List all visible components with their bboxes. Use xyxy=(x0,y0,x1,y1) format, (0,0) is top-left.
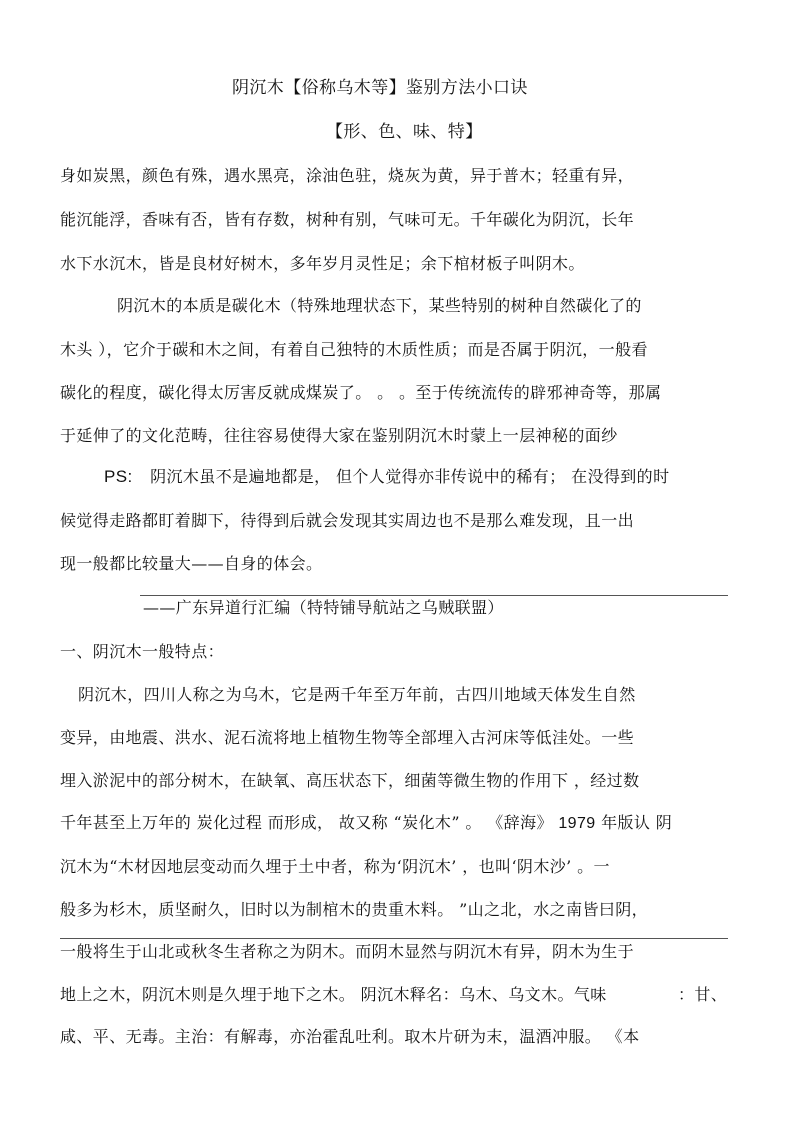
divider-bottom xyxy=(60,938,728,939)
section-line-4 xyxy=(60,813,672,834)
section-heading: 一、阴沉木一般特点： xyxy=(60,642,225,661)
ps-line-3: 现一般都比较量大——自身的体会。 xyxy=(60,554,323,573)
document-subtitle: 【形、色、味、特】 xyxy=(326,122,483,142)
ps-line-1 xyxy=(104,467,669,487)
section-line-4-text-b: 年版认 阴 xyxy=(595,813,673,832)
intro-line-2: 木头 ），它介于碳和木之间，有着自己独特的木质性质；而是否属于阴沉，一般看 xyxy=(60,340,648,359)
verse-line-2: 能沉能浮，香味有否，皆有存数，树种有别，气味可无。千年碳化为阴沉，长年 xyxy=(60,210,635,229)
document-title: 阴沉木【俗称乌木等】鉴别方法小口诀 xyxy=(232,78,528,98)
ps-line-2: 候觉得走路都盯着脚下，待得到后就会发现其实周边也不是那么难发现，且一出 xyxy=(60,511,635,530)
intro-line-3: 碳化的程度，碳化得太厉害反就成煤炭了。 。 。至于传统流传的辟邪神奇等，那属 xyxy=(60,383,662,402)
ps-text: 阴沉木虽不是遍地都是， 但个人觉得亦非传说中的稀有； 在没得到的时 xyxy=(150,467,670,486)
source-credit: ——广东异道行汇编（特特铺导航站之乌贼联盟） xyxy=(143,598,504,617)
divider-top xyxy=(140,595,728,596)
section-line-8a: 地上之木，阴沉木则是久埋于地下之木。 阴沉木释名：乌木、乌文木。气味 xyxy=(60,985,607,1004)
section-line-2: 变异，由地震、洪水、泥石流将地上植物生物等全部埋入古河床等低洼处。一些 xyxy=(60,728,635,747)
section-line-8b: ：甘、 xyxy=(678,985,728,1004)
section-line-7: 一般将生于山北或秋冬生者称之为阴木。而阴木显然与阴沉木有异，阴木为生于 xyxy=(60,942,635,961)
ps-label: PS: xyxy=(104,467,133,486)
section-line-4-text-a: 千年甚至上万年的 炭化过程 而形成， 故又称 “炭化木” 。 《辞海》 xyxy=(60,813,559,832)
section-line-1: 阴沉木，四川人称之为乌木，它是两千年至万年前，古四川地域天体发生自然 xyxy=(78,685,636,704)
section-line-6: 般多为杉木，质坚耐久，旧时以为制棺木的贵重木料。 ”山之北，水之南皆曰阴， xyxy=(60,900,649,919)
section-line-3: 埋入淤泥中的部分树木，在缺氧、高压状态下，细菌等微生物的作用下 ，经过数 xyxy=(60,771,640,790)
cihai-year: 1979 xyxy=(558,815,596,832)
verse-line-3: 水下水沉木，皆是良材好树木，多年岁月灵性足；余下棺材板子叫阴木。 xyxy=(60,254,585,273)
verse-line-1: 身如炭黑，颜色有殊，遇水黑亮，涂油色驻，烧灰为黄，异于普木；轻重有异， xyxy=(60,166,635,185)
intro-line-4: 于延伸了的文化范畴，往往容易使得大家在鉴别阴沉木时蒙上一层神秘的面纱 xyxy=(60,426,618,445)
intro-line-1: 阴沉木的本质是碳化木（特殊地理状态下，某些特别的树种自然碳化了的 xyxy=(117,296,642,315)
section-line-9: 咸、平、无毒。主治：有解毒，亦治霍乱吐利。取木片研为末，温酒冲服。 《本 xyxy=(60,1027,640,1046)
section-line-5: 沉木为“木材因地层变动而久埋于土中者，称为‘阴沉木’ ，也叫‘阴木沙’ 。一 xyxy=(60,857,610,876)
